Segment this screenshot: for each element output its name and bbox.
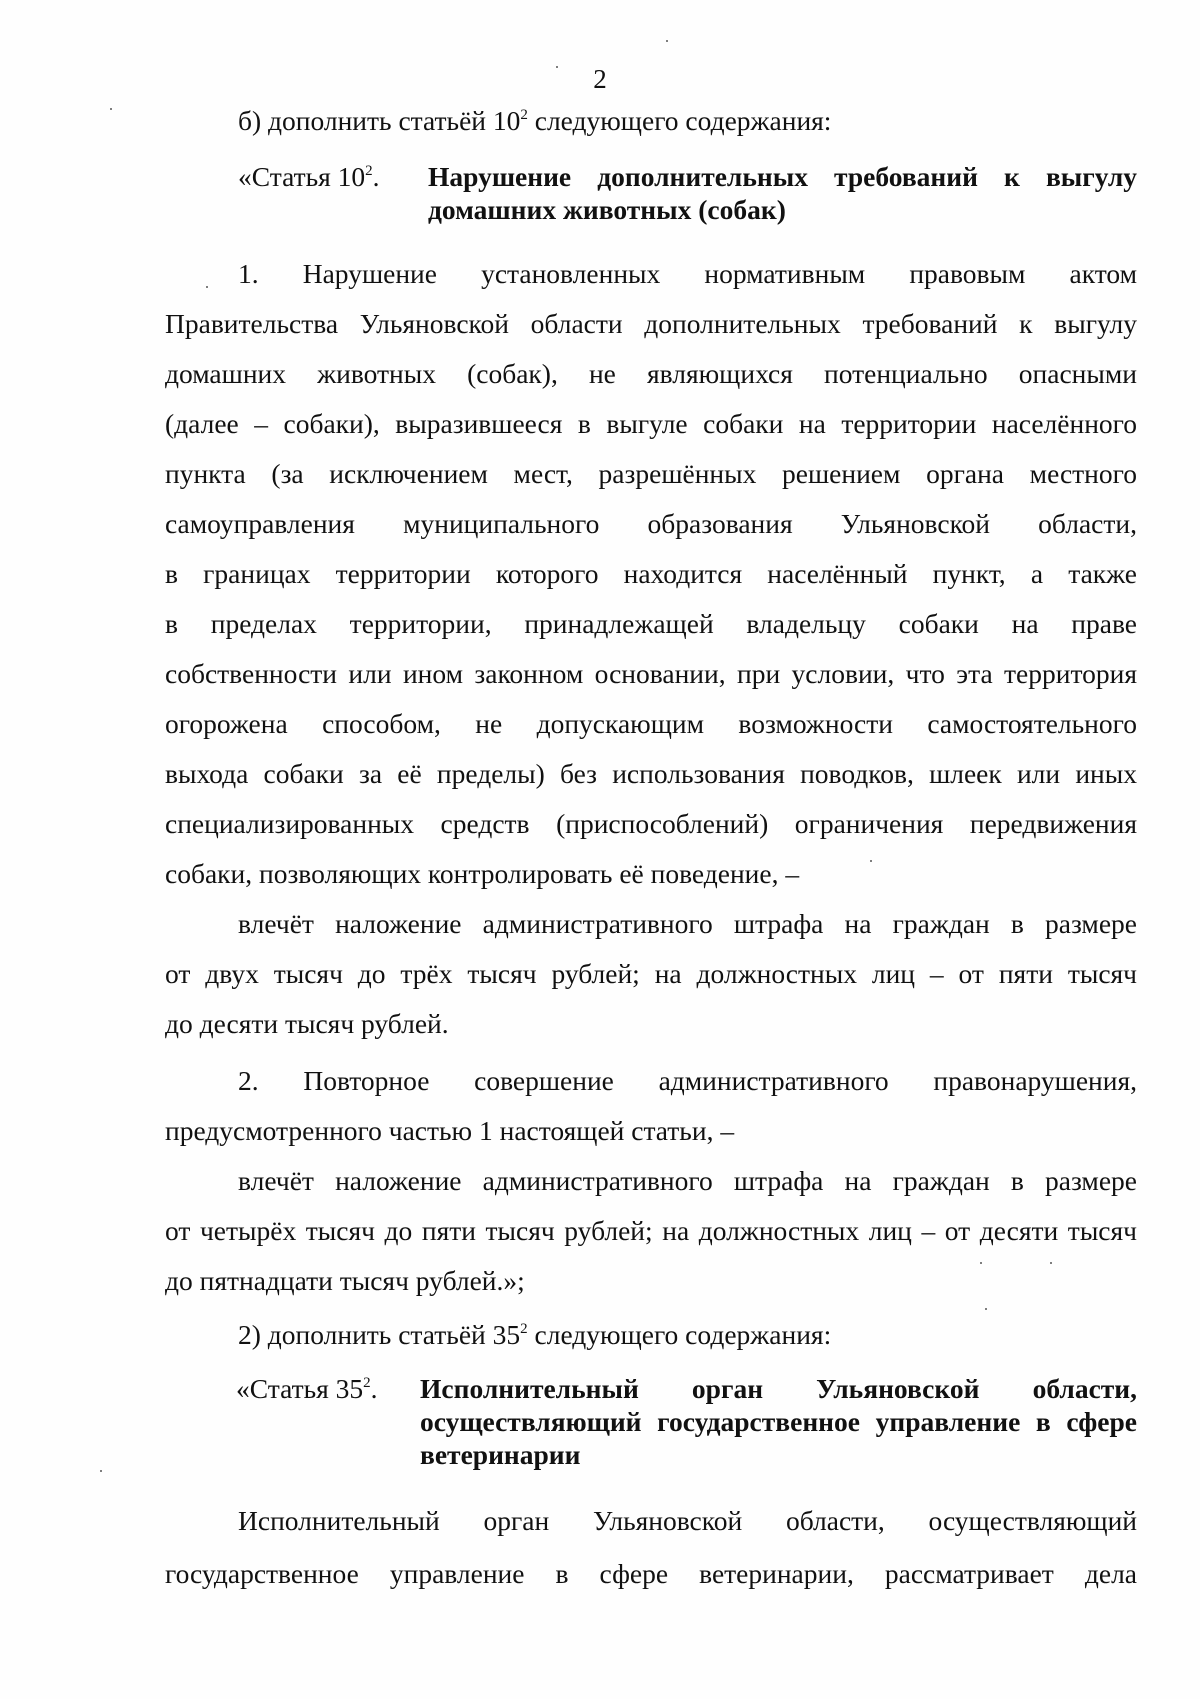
part1-line: домашних животных (собак), не являющихся потенциально опасными [165, 358, 1137, 389]
part1-line: собаки, позволяющих контролировать её поведение, – [165, 858, 800, 889]
part1-line: 1. Нарушение установленных нормативным правовым актом [238, 258, 1137, 289]
penalty2-line: от четырёх тысяч до пяти тысяч рублей; на должностных лиц – от десяти тысяч [165, 1215, 1137, 1246]
part1-line: огорожена способом, не допускающим возможности самостоятельного [165, 708, 1137, 739]
scan-speck [666, 40, 668, 42]
part1-line: специализированных средств (приспособлений) ограничения передвижения [165, 808, 1137, 839]
part1-line: Правительства Ульяновской области дополнительных требований к выгулу [165, 308, 1137, 339]
penalty2-line: влечёт наложение административного штрафа на граждан в размере [238, 1165, 1137, 1196]
part2-line: 2. Повторное совершение административного правонарушения, [238, 1065, 1137, 1096]
part1-line: собственности или ином законном основании, при условии, что эта территория [165, 658, 1137, 689]
scan-speck [110, 108, 112, 110]
part1-line: самоуправления муниципального образования Ульяновской области, [165, 508, 1137, 539]
article-10-2-label: «Статья $10^2$. [238, 161, 380, 192]
part2-line: предусмотренного частью 1 настоящей статьи, – [165, 1115, 735, 1146]
part1-line: выхода собаки за её пределы) без использования поводков, шлеек или иных [165, 758, 1137, 789]
penalty2-line: до пятнадцати тысяч рублей.»; [165, 1265, 525, 1296]
article-35-2-heading-line: Исполнительный орган Ульяновской области, [420, 1373, 1137, 1404]
closing-line: государственное управление в сфере ветеринарии, рассматривает дела [165, 1558, 1137, 1589]
intro-b: б) дополнить статьёй $10^2$ следующего содержания: [238, 105, 832, 136]
page-number: 2 [593, 64, 607, 94]
penalty1-line: от двух тысяч до трёх тысяч рублей; на должностных лиц – от пяти тысяч [165, 958, 1137, 989]
part1-line: (далее – собаки), выразившееся в выгуле собаки на территории населённого [165, 408, 1137, 439]
item-2: 2) дополнить статьёй $35^2$ следующего содержания: [238, 1319, 832, 1350]
part1-line: в границах территории которого находится населённый пункт, а также [165, 558, 1137, 589]
article-10-2-heading-line: домашних животных (собак) [428, 194, 786, 225]
closing-line: Исполнительный орган Ульяновской области, осуществляющий [238, 1505, 1137, 1536]
scan-speck [100, 1470, 102, 1472]
penalty1-line: влечёт наложение административного штрафа на граждан в размере [238, 908, 1137, 939]
scan-speck [556, 66, 558, 68]
part1-line: в пределах территории, принадлежащей владельцу собаки на праве [165, 608, 1137, 639]
article-10-2-heading-line: Нарушение дополнительных требований к выгулу [428, 161, 1137, 192]
scan-speck [206, 286, 208, 288]
scan-speck [980, 1262, 982, 1264]
scan-speck [870, 860, 872, 862]
article-35-2-label: «Статья $35^2$. [236, 1373, 378, 1404]
penalty1-line: до десяти тысяч рублей. [165, 1008, 449, 1039]
scan-speck [1050, 1262, 1052, 1264]
part1-line: пункта (за исключением мест, разрешённых решением органа местного [165, 458, 1137, 489]
article-35-2-heading-line: ветеринарии [420, 1439, 581, 1470]
article-35-2-heading-line: осуществляющий государственное управление в сфере [420, 1406, 1137, 1437]
scan-speck [985, 1308, 987, 1310]
